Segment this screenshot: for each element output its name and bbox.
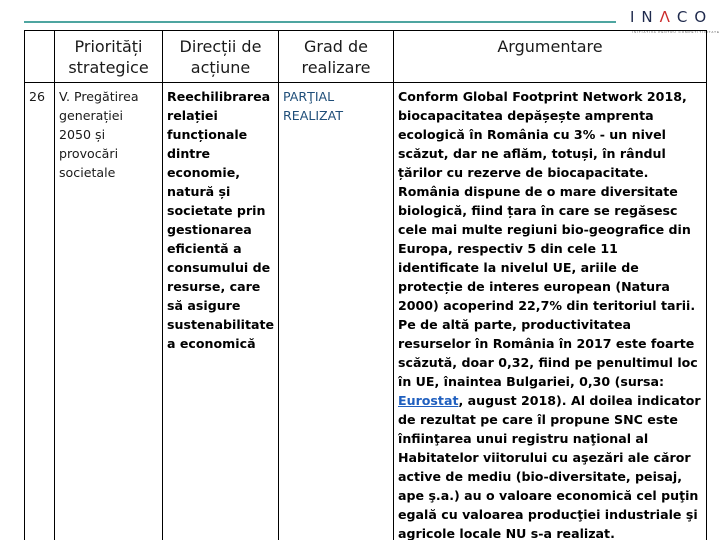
row-number: 26 <box>25 83 55 540</box>
header-directions: Direcții de acțiune <box>163 31 279 83</box>
header-rule <box>24 21 616 23</box>
header-argument: Argumentare <box>394 31 707 83</box>
row-priority: V. Pregătirea generației 2050 și provocări societale <box>55 83 163 540</box>
strategy-table <box>24 30 707 540</box>
logo-wordmark: INΛCO <box>630 8 714 26</box>
row-direction: Reechilibrarea relației funcționale dintre economie, natură și societate prin gestionarea eficientă a consumului de resurse, care să asigure sustenabilitate a economică <box>163 83 279 540</box>
argument-text-2: , august 2018). Al doilea indicator de rezultat pe care îl propune SNC este înfiinţarea unui registru naţional al Habitatelor viitorului cu aşezări ale căror active de mediu (bio-diversitate, peisaj, ape ş.a.) au o valoare economică cel puţin egală cu valoarea producţiei industriale şi agricole locale NU s-a realizat. <box>398 393 701 540</box>
table-header-row <box>25 31 707 83</box>
header-status: Grad de realizare <box>279 31 394 83</box>
row-status: PARŢIAL REALIZAT <box>279 83 394 540</box>
row-argument <box>394 83 707 540</box>
table-row <box>25 83 707 540</box>
argument-text-1: Conform Global Footprint Network 2018, biocapacitatea depășește amprenta ecologică în România cu 3% - un nivel scăzut, dar ne aflăm, totuși, în rândul țărilor cu rezerve de biocapacitate. România dispune de o mare diversitate biologică, fiind țara în care se regăsesc cele mai multe regiuni bio-geografice din Europa, respectiv 5 din cele 11 identificate la nivelul UE, ariile de protecție de interes european (Natura 2000) acoperind 22,7% din teritoriul tarii. Pe de altă parte, productivitatea resurselor în România în 2017 este foarte scăzută, doar 0,32, fiind pe penultimul loc în UE, înaintea Bulgariei, 0,30 (sursa: <box>398 89 698 389</box>
logo-tagline: INITIATIVA PENTRU COMPETITIVITATE <box>632 30 720 34</box>
header-number <box>25 31 55 83</box>
header-priorities: Priorități strategice <box>55 31 163 83</box>
eurostat-link[interactable]: Eurostat <box>398 393 459 408</box>
